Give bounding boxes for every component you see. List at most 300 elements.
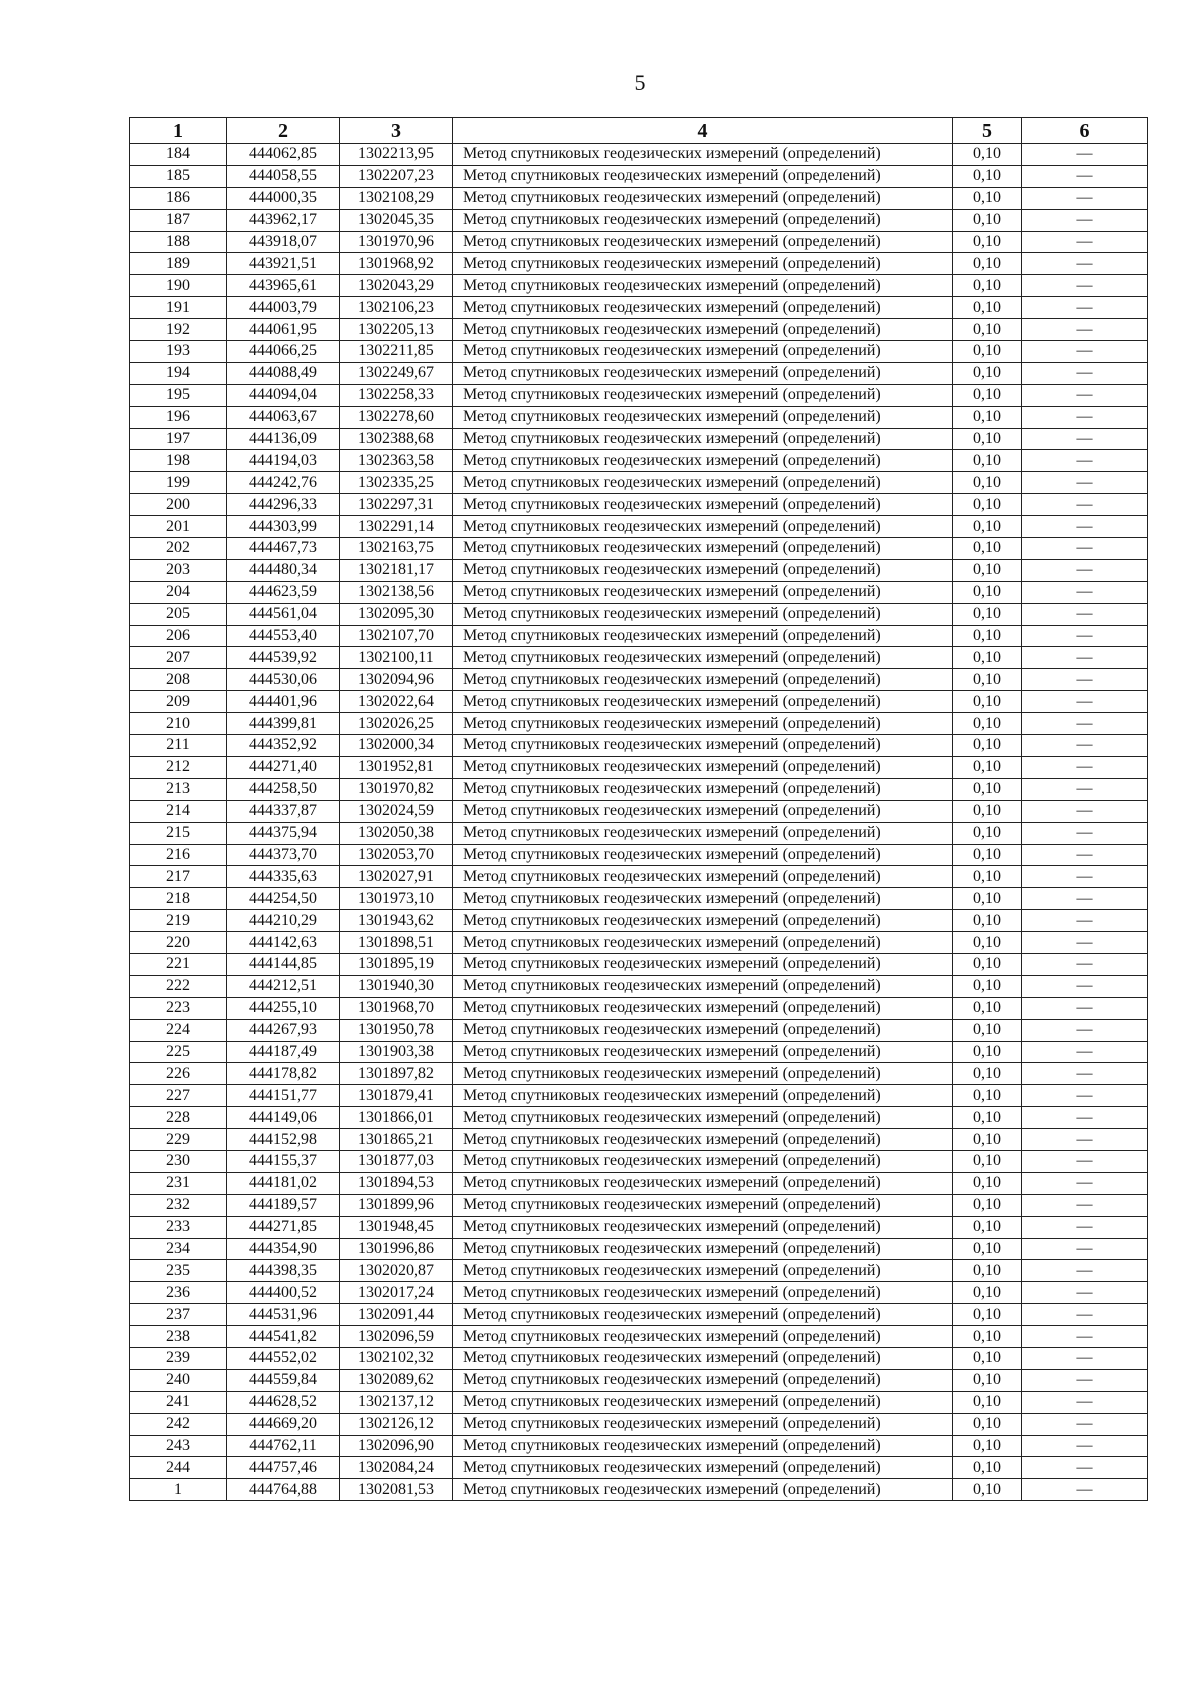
- x-coordinate-cell: 444212,51: [227, 975, 340, 997]
- y-coordinate-cell: 1301879,41: [340, 1085, 453, 1107]
- y-coordinate-cell: 1301950,78: [340, 1019, 453, 1041]
- note-cell: —: [1022, 1107, 1148, 1129]
- method-cell: Метод спутниковых геодезических измерений (определений): [453, 165, 953, 187]
- point-number-cell: 200: [130, 494, 227, 516]
- point-number-cell: 224: [130, 1019, 227, 1041]
- point-number-cell: 184: [130, 144, 227, 166]
- method-cell: Метод спутниковых геодезических измерений (определений): [453, 1019, 953, 1041]
- y-coordinate-cell: 1302045,35: [340, 209, 453, 231]
- note-cell: —: [1022, 756, 1148, 778]
- point-number-cell: 186: [130, 187, 227, 209]
- x-coordinate-cell: 444552,02: [227, 1347, 340, 1369]
- accuracy-cell: 0,10: [953, 428, 1022, 450]
- x-coordinate-cell: 444142,63: [227, 932, 340, 954]
- y-coordinate-cell: 1302213,95: [340, 144, 453, 166]
- y-coordinate-cell: 1302181,17: [340, 559, 453, 581]
- method-cell: Метод спутниковых геодезических измерений (определений): [453, 538, 953, 560]
- table-row: [130, 778, 1148, 800]
- accuracy-cell: 0,10: [953, 231, 1022, 253]
- point-number-cell: 193: [130, 341, 227, 363]
- note-cell: —: [1022, 778, 1148, 800]
- x-coordinate-cell: 444559,84: [227, 1369, 340, 1391]
- point-number-cell: 187: [130, 209, 227, 231]
- point-number-cell: 201: [130, 516, 227, 538]
- method-cell: Метод спутниковых геодезических измерений (определений): [453, 625, 953, 647]
- x-coordinate-cell: 443962,17: [227, 209, 340, 231]
- method-cell: Метод спутниковых геодезических измерений (определений): [453, 1085, 953, 1107]
- x-coordinate-cell: 444189,57: [227, 1194, 340, 1216]
- note-cell: —: [1022, 625, 1148, 647]
- accuracy-cell: 0,10: [953, 1238, 1022, 1260]
- method-cell: Метод спутниковых геодезических измерений (определений): [453, 997, 953, 1019]
- y-coordinate-cell: 1302249,67: [340, 362, 453, 384]
- accuracy-cell: 0,10: [953, 1216, 1022, 1238]
- note-cell: —: [1022, 209, 1148, 231]
- method-cell: Метод спутниковых геодезических измерений (определений): [453, 713, 953, 735]
- x-coordinate-cell: 444254,50: [227, 888, 340, 910]
- note-cell: —: [1022, 953, 1148, 975]
- point-number-cell: 185: [130, 165, 227, 187]
- accuracy-cell: 0,10: [953, 1063, 1022, 1085]
- method-cell: Метод спутниковых геодезических измерений (определений): [453, 581, 953, 603]
- method-cell: Метод спутниковых геодезических измерений (определений): [453, 1063, 953, 1085]
- y-coordinate-cell: 1301973,10: [340, 888, 453, 910]
- note-cell: —: [1022, 384, 1148, 406]
- point-number-cell: 228: [130, 1107, 227, 1129]
- table-row: [130, 1019, 1148, 1041]
- point-number-cell: 198: [130, 450, 227, 472]
- accuracy-cell: 0,10: [953, 1129, 1022, 1151]
- table-row: [130, 1085, 1148, 1107]
- method-cell: Метод спутниковых геодезических измерений (определений): [453, 1260, 953, 1282]
- method-cell: Метод спутниковых геодезических измерений (определений): [453, 319, 953, 341]
- y-coordinate-cell: 1302053,70: [340, 844, 453, 866]
- method-cell: Метод спутниковых геодезических измерений (определений): [453, 1391, 953, 1413]
- note-cell: —: [1022, 494, 1148, 516]
- point-number-cell: 241: [130, 1391, 227, 1413]
- y-coordinate-cell: 1302089,62: [340, 1369, 453, 1391]
- x-coordinate-cell: 444541,82: [227, 1326, 340, 1348]
- note-cell: —: [1022, 1194, 1148, 1216]
- x-coordinate-cell: 444561,04: [227, 603, 340, 625]
- table-row: [130, 231, 1148, 253]
- point-number-cell: 1: [130, 1479, 227, 1501]
- y-coordinate-cell: 1301952,81: [340, 756, 453, 778]
- y-coordinate-cell: 1302207,23: [340, 165, 453, 187]
- accuracy-cell: 0,10: [953, 516, 1022, 538]
- x-coordinate-cell: 444155,37: [227, 1150, 340, 1172]
- x-coordinate-cell: 444530,06: [227, 669, 340, 691]
- y-coordinate-cell: 1302022,64: [340, 691, 453, 713]
- accuracy-cell: 0,10: [953, 362, 1022, 384]
- y-coordinate-cell: 1301943,62: [340, 910, 453, 932]
- note-cell: —: [1022, 888, 1148, 910]
- y-coordinate-cell: 1302043,29: [340, 275, 453, 297]
- coordinates-table: [129, 117, 1148, 1501]
- x-coordinate-cell: 443965,61: [227, 275, 340, 297]
- point-number-cell: 215: [130, 822, 227, 844]
- point-number-cell: 226: [130, 1063, 227, 1085]
- point-number-cell: 243: [130, 1435, 227, 1457]
- accuracy-cell: 0,10: [953, 844, 1022, 866]
- note-cell: —: [1022, 472, 1148, 494]
- method-cell: Метод спутниковых геодезических измерений (определений): [453, 1457, 953, 1479]
- method-cell: Метод спутниковых геодезических измерений (определений): [453, 647, 953, 669]
- accuracy-cell: 0,10: [953, 406, 1022, 428]
- method-cell: Метод спутниковых геодезических измерений (определений): [453, 428, 953, 450]
- point-number-cell: 239: [130, 1347, 227, 1369]
- point-number-cell: 188: [130, 231, 227, 253]
- point-number-cell: 236: [130, 1282, 227, 1304]
- point-number-cell: 235: [130, 1260, 227, 1282]
- table-row: [130, 888, 1148, 910]
- y-coordinate-cell: 1302096,59: [340, 1326, 453, 1348]
- x-coordinate-cell: 444187,49: [227, 1041, 340, 1063]
- x-coordinate-cell: 444303,99: [227, 516, 340, 538]
- point-number-cell: 219: [130, 910, 227, 932]
- y-coordinate-cell: 1302095,30: [340, 603, 453, 625]
- method-cell: Метод спутниковых геодезических измерений (определений): [453, 1172, 953, 1194]
- accuracy-cell: 0,10: [953, 756, 1022, 778]
- y-coordinate-cell: 1302137,12: [340, 1391, 453, 1413]
- table-row: [130, 297, 1148, 319]
- table-row: [130, 800, 1148, 822]
- x-coordinate-cell: 444623,59: [227, 581, 340, 603]
- note-cell: —: [1022, 275, 1148, 297]
- point-number-cell: 230: [130, 1150, 227, 1172]
- y-coordinate-cell: 1302100,11: [340, 647, 453, 669]
- method-cell: Метод спутниковых геодезических измерений (определений): [453, 1413, 953, 1435]
- y-coordinate-cell: 1301877,03: [340, 1150, 453, 1172]
- point-number-cell: 196: [130, 406, 227, 428]
- point-number-cell: 204: [130, 581, 227, 603]
- note-cell: —: [1022, 406, 1148, 428]
- accuracy-cell: 0,10: [953, 253, 1022, 275]
- y-coordinate-cell: 1302091,44: [340, 1304, 453, 1326]
- note-cell: —: [1022, 1391, 1148, 1413]
- accuracy-cell: 0,10: [953, 472, 1022, 494]
- point-number-cell: 242: [130, 1413, 227, 1435]
- table-row: [130, 581, 1148, 603]
- table-row: [130, 450, 1148, 472]
- note-cell: —: [1022, 1457, 1148, 1479]
- y-coordinate-cell: 1302084,24: [340, 1457, 453, 1479]
- method-cell: Метод спутниковых геодезических измерений (определений): [453, 275, 953, 297]
- table-row: [130, 953, 1148, 975]
- point-number-cell: 234: [130, 1238, 227, 1260]
- x-coordinate-cell: 444669,20: [227, 1413, 340, 1435]
- table-row: [130, 735, 1148, 757]
- method-cell: Метод спутниковых геодезических измерений (определений): [453, 756, 953, 778]
- note-cell: —: [1022, 691, 1148, 713]
- y-coordinate-cell: 1302126,12: [340, 1413, 453, 1435]
- method-cell: Метод спутниковых геодезических измерений (определений): [453, 1435, 953, 1457]
- accuracy-cell: 0,10: [953, 975, 1022, 997]
- method-cell: Метод спутниковых геодезических измерений (определений): [453, 1347, 953, 1369]
- y-coordinate-cell: 1302205,13: [340, 319, 453, 341]
- point-number-cell: 222: [130, 975, 227, 997]
- point-number-cell: 191: [130, 297, 227, 319]
- accuracy-cell: 0,10: [953, 778, 1022, 800]
- x-coordinate-cell: 444136,09: [227, 428, 340, 450]
- method-cell: Метод спутниковых геодезических измерений (определений): [453, 144, 953, 166]
- x-coordinate-cell: 444094,04: [227, 384, 340, 406]
- y-coordinate-cell: 1302258,33: [340, 384, 453, 406]
- y-coordinate-cell: 1301899,96: [340, 1194, 453, 1216]
- table-row: [130, 910, 1148, 932]
- accuracy-cell: 0,10: [953, 669, 1022, 691]
- method-cell: Метод спутниковых геодезических измерений (определений): [453, 472, 953, 494]
- x-coordinate-cell: 444757,46: [227, 1457, 340, 1479]
- accuracy-cell: 0,10: [953, 1391, 1022, 1413]
- method-cell: Метод спутниковых геодезических измерений (определений): [453, 450, 953, 472]
- x-coordinate-cell: 444398,35: [227, 1260, 340, 1282]
- x-coordinate-cell: 444399,81: [227, 713, 340, 735]
- y-coordinate-cell: 1302027,91: [340, 866, 453, 888]
- method-cell: Метод спутниковых геодезических измерений (определений): [453, 1150, 953, 1172]
- x-coordinate-cell: 444255,10: [227, 997, 340, 1019]
- table-row: [130, 713, 1148, 735]
- point-number-cell: 231: [130, 1172, 227, 1194]
- table-row: [130, 1238, 1148, 1260]
- point-number-cell: 211: [130, 735, 227, 757]
- point-number-cell: 220: [130, 932, 227, 954]
- point-number-cell: 227: [130, 1085, 227, 1107]
- y-coordinate-cell: 1302163,75: [340, 538, 453, 560]
- accuracy-cell: 0,10: [953, 910, 1022, 932]
- note-cell: —: [1022, 187, 1148, 209]
- point-number-cell: 240: [130, 1369, 227, 1391]
- table-row: [130, 253, 1148, 275]
- x-coordinate-cell: 444210,29: [227, 910, 340, 932]
- table-body: [130, 144, 1148, 1501]
- method-cell: Метод спутниковых геодезических измерений (определений): [453, 406, 953, 428]
- method-cell: Метод спутниковых геодезических измерений (определений): [453, 516, 953, 538]
- x-coordinate-cell: 444062,85: [227, 144, 340, 166]
- method-cell: Метод спутниковых геодезических измерений (определений): [453, 362, 953, 384]
- x-coordinate-cell: 444178,82: [227, 1063, 340, 1085]
- accuracy-cell: 0,10: [953, 275, 1022, 297]
- note-cell: —: [1022, 647, 1148, 669]
- accuracy-cell: 0,10: [953, 1150, 1022, 1172]
- point-number-cell: 199: [130, 472, 227, 494]
- method-cell: Метод спутниковых геодезических измерений (определений): [453, 691, 953, 713]
- accuracy-cell: 0,10: [953, 319, 1022, 341]
- x-coordinate-cell: 444271,85: [227, 1216, 340, 1238]
- x-coordinate-cell: 444354,90: [227, 1238, 340, 1260]
- method-cell: Метод спутниковых геодезических измерений (определений): [453, 494, 953, 516]
- y-coordinate-cell: 1302081,53: [340, 1479, 453, 1501]
- y-coordinate-cell: 1302108,29: [340, 187, 453, 209]
- table-row: [130, 538, 1148, 560]
- y-coordinate-cell: 1302297,31: [340, 494, 453, 516]
- y-coordinate-cell: 1302017,24: [340, 1282, 453, 1304]
- point-number-cell: 213: [130, 778, 227, 800]
- table-row: [130, 494, 1148, 516]
- accuracy-cell: 0,10: [953, 953, 1022, 975]
- method-cell: Метод спутниковых геодезических измерений (определений): [453, 778, 953, 800]
- note-cell: —: [1022, 910, 1148, 932]
- note-cell: —: [1022, 144, 1148, 166]
- x-coordinate-cell: 444467,73: [227, 538, 340, 560]
- x-coordinate-cell: 444194,03: [227, 450, 340, 472]
- accuracy-cell: 0,10: [953, 997, 1022, 1019]
- accuracy-cell: 0,10: [953, 209, 1022, 231]
- note-cell: —: [1022, 362, 1148, 384]
- method-cell: Метод спутниковых геодезических измерений (определений): [453, 910, 953, 932]
- accuracy-cell: 0,10: [953, 866, 1022, 888]
- table-row: [130, 1304, 1148, 1326]
- table-row: [130, 209, 1148, 231]
- accuracy-cell: 0,10: [953, 713, 1022, 735]
- page-number: 5: [634, 70, 646, 95]
- method-cell: Метод спутниковых геодезических измерений (определений): [453, 187, 953, 209]
- method-cell: Метод спутниковых геодезических измерений (определений): [453, 822, 953, 844]
- point-number-cell: 237: [130, 1304, 227, 1326]
- table-row: [130, 844, 1148, 866]
- x-coordinate-cell: 444375,94: [227, 822, 340, 844]
- point-number-cell: 190: [130, 275, 227, 297]
- accuracy-cell: 0,10: [953, 1282, 1022, 1304]
- x-coordinate-cell: 444539,92: [227, 647, 340, 669]
- table-row: [130, 275, 1148, 297]
- accuracy-cell: 0,10: [953, 450, 1022, 472]
- accuracy-cell: 0,10: [953, 1369, 1022, 1391]
- point-number-cell: 221: [130, 953, 227, 975]
- note-cell: —: [1022, 1479, 1148, 1501]
- y-coordinate-cell: 1301894,53: [340, 1172, 453, 1194]
- table-row: [130, 384, 1148, 406]
- y-coordinate-cell: 1301970,82: [340, 778, 453, 800]
- accuracy-cell: 0,10: [953, 538, 1022, 560]
- table-row: [130, 997, 1148, 1019]
- table-row: [130, 1413, 1148, 1435]
- x-coordinate-cell: 444373,70: [227, 844, 340, 866]
- note-cell: —: [1022, 822, 1148, 844]
- y-coordinate-cell: 1301898,51: [340, 932, 453, 954]
- note-cell: —: [1022, 231, 1148, 253]
- x-coordinate-cell: 444271,40: [227, 756, 340, 778]
- y-coordinate-cell: 1302050,38: [340, 822, 453, 844]
- table-row: [130, 187, 1148, 209]
- x-coordinate-cell: 444144,85: [227, 953, 340, 975]
- point-number-cell: 203: [130, 559, 227, 581]
- accuracy-cell: 0,10: [953, 625, 1022, 647]
- point-number-cell: 210: [130, 713, 227, 735]
- table-row: [130, 472, 1148, 494]
- accuracy-cell: 0,10: [953, 800, 1022, 822]
- method-cell: Метод спутниковых геодезических измерений (определений): [453, 866, 953, 888]
- accuracy-cell: 0,10: [953, 603, 1022, 625]
- table-row: [130, 1326, 1148, 1348]
- y-coordinate-cell: 1301903,38: [340, 1041, 453, 1063]
- point-number-cell: 232: [130, 1194, 227, 1216]
- y-coordinate-cell: 1301895,19: [340, 953, 453, 975]
- table-row: [130, 669, 1148, 691]
- table-row: [130, 1347, 1148, 1369]
- x-coordinate-cell: 443918,07: [227, 231, 340, 253]
- accuracy-cell: 0,10: [953, 581, 1022, 603]
- table-row: [130, 144, 1148, 166]
- point-number-cell: 217: [130, 866, 227, 888]
- table-row: [130, 1172, 1148, 1194]
- accuracy-cell: 0,10: [953, 1413, 1022, 1435]
- y-coordinate-cell: 1301968,70: [340, 997, 453, 1019]
- accuracy-cell: 0,10: [953, 187, 1022, 209]
- table-row: [130, 756, 1148, 778]
- note-cell: —: [1022, 1435, 1148, 1457]
- table-row: [130, 165, 1148, 187]
- table-row: [130, 1063, 1148, 1085]
- note-cell: —: [1022, 1063, 1148, 1085]
- method-cell: Метод спутниковых геодезических измерений (определений): [453, 735, 953, 757]
- note-cell: —: [1022, 1216, 1148, 1238]
- method-cell: Метод спутниковых геодезических измерений (определений): [453, 341, 953, 363]
- note-cell: —: [1022, 735, 1148, 757]
- accuracy-cell: 0,10: [953, 735, 1022, 757]
- x-coordinate-cell: 444531,96: [227, 1304, 340, 1326]
- method-cell: Метод спутниковых геодезических измерений (определений): [453, 209, 953, 231]
- y-coordinate-cell: 1302388,68: [340, 428, 453, 450]
- table-row: [130, 362, 1148, 384]
- table-row: [130, 822, 1148, 844]
- accuracy-cell: 0,10: [953, 1019, 1022, 1041]
- table-row: [130, 1435, 1148, 1457]
- y-coordinate-cell: 1301866,01: [340, 1107, 453, 1129]
- point-number-cell: 208: [130, 669, 227, 691]
- x-coordinate-cell: 444628,52: [227, 1391, 340, 1413]
- table-row: [130, 1369, 1148, 1391]
- point-number-cell: 229: [130, 1129, 227, 1151]
- table-row: [130, 341, 1148, 363]
- y-coordinate-cell: 1302000,34: [340, 735, 453, 757]
- table-row: [130, 1194, 1148, 1216]
- note-cell: —: [1022, 997, 1148, 1019]
- table-row: [130, 1457, 1148, 1479]
- note-cell: —: [1022, 1041, 1148, 1063]
- point-number-cell: 216: [130, 844, 227, 866]
- note-cell: —: [1022, 1282, 1148, 1304]
- x-coordinate-cell: 444058,55: [227, 165, 340, 187]
- table-row: [130, 1107, 1148, 1129]
- note-cell: —: [1022, 1085, 1148, 1107]
- accuracy-cell: 0,10: [953, 932, 1022, 954]
- accuracy-cell: 0,10: [953, 384, 1022, 406]
- table-row: [130, 603, 1148, 625]
- note-cell: —: [1022, 538, 1148, 560]
- table-row: [130, 1282, 1148, 1304]
- accuracy-cell: 0,10: [953, 822, 1022, 844]
- table-row: [130, 319, 1148, 341]
- y-coordinate-cell: 1302024,59: [340, 800, 453, 822]
- note-cell: —: [1022, 559, 1148, 581]
- table-row: [130, 866, 1148, 888]
- accuracy-cell: 0,10: [953, 691, 1022, 713]
- y-coordinate-cell: 1301940,30: [340, 975, 453, 997]
- method-cell: Метод спутниковых геодезических измерений (определений): [453, 1194, 953, 1216]
- accuracy-cell: 0,10: [953, 1260, 1022, 1282]
- note-cell: —: [1022, 1326, 1148, 1348]
- accuracy-cell: 0,10: [953, 1457, 1022, 1479]
- method-cell: Метод спутниковых геодезических измерений (определений): [453, 384, 953, 406]
- note-cell: —: [1022, 1238, 1148, 1260]
- method-cell: Метод спутниковых геодезических измерений (определений): [453, 1369, 953, 1391]
- method-cell: Метод спутниковых геодезических измерений (определений): [453, 953, 953, 975]
- y-coordinate-cell: 1301948,45: [340, 1216, 453, 1238]
- table-row: [130, 559, 1148, 581]
- y-coordinate-cell: 1302211,85: [340, 341, 453, 363]
- point-number-cell: 223: [130, 997, 227, 1019]
